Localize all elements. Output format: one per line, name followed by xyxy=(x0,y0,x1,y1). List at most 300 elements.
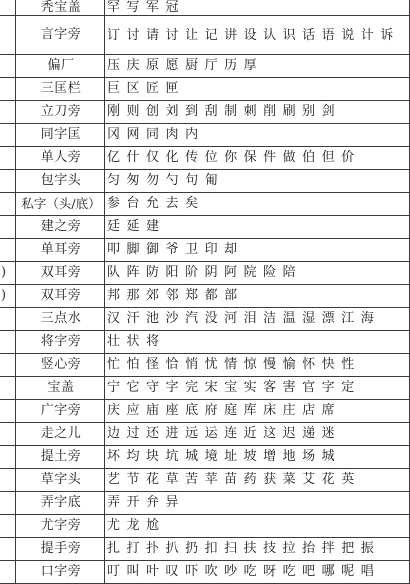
row-edge-cell xyxy=(0,101,16,124)
example-characters-cell xyxy=(105,193,410,216)
radical-name-cell: 立刀旁 xyxy=(16,101,105,124)
example-character: 阶 xyxy=(185,265,199,280)
row-edge-cell xyxy=(0,170,16,193)
example-character: 汉 xyxy=(107,311,121,326)
example-character: 把 xyxy=(341,541,355,556)
example-character: 却 xyxy=(224,242,238,257)
example-character: 军 xyxy=(146,0,160,15)
table-row xyxy=(0,423,410,446)
example-characters-cell xyxy=(105,400,410,423)
table-row xyxy=(0,377,410,400)
example-characters-cell xyxy=(105,377,410,400)
example-character: 防 xyxy=(146,265,160,280)
example-character: 慢 xyxy=(263,357,277,372)
example-character: 讨 xyxy=(126,27,141,43)
example-character: 院 xyxy=(243,265,258,280)
example-characters-cell xyxy=(105,469,410,492)
example-character: 这 xyxy=(263,426,277,441)
example-characters-cell xyxy=(105,124,410,147)
example-character: 勿 xyxy=(146,173,160,188)
table-row xyxy=(0,331,410,354)
example-characters-cell xyxy=(105,492,410,515)
example-character: 呢 xyxy=(341,564,355,579)
table-row xyxy=(0,469,410,492)
radical-name-cell: 三点水 xyxy=(16,308,105,331)
example-character: 险 xyxy=(263,265,277,280)
row-edge-cell xyxy=(0,216,16,239)
example-character: 叩 xyxy=(107,242,121,257)
radical-name-cell: 口字旁 xyxy=(16,561,105,584)
example-character: 店 xyxy=(302,403,316,418)
table-row xyxy=(0,0,410,16)
example-character: 匣 xyxy=(165,81,180,96)
example-characters-cell xyxy=(105,354,410,377)
example-character: 字 xyxy=(165,380,180,395)
example-character: 连 xyxy=(224,426,238,441)
example-character: 应 xyxy=(126,403,141,418)
example-character: 创 xyxy=(146,104,160,119)
example-character: 坑 xyxy=(165,449,180,464)
example-character: 原 xyxy=(146,58,160,73)
row-edge-cell xyxy=(0,492,16,515)
example-character: 压 xyxy=(107,58,121,73)
radical-name-cell: 草字头 xyxy=(16,469,105,492)
example-character: 药 xyxy=(243,472,258,487)
example-character: 吧 xyxy=(302,564,316,579)
example-characters-cell xyxy=(105,55,410,78)
radical-name-cell: 走之儿 xyxy=(16,423,105,446)
example-character: 壮 xyxy=(107,334,121,349)
row-edge-cell xyxy=(0,561,16,584)
example-character: 什 xyxy=(126,150,141,165)
example-character: 花 xyxy=(146,472,160,487)
table-row xyxy=(0,239,410,262)
example-character: 汗 xyxy=(126,311,141,326)
example-character: 害 xyxy=(282,380,297,395)
example-characters-cell xyxy=(105,0,410,16)
table-row xyxy=(0,101,410,124)
example-character: 阿 xyxy=(224,265,238,280)
table-row xyxy=(0,285,410,308)
example-character: 场 xyxy=(302,449,316,464)
example-character: 进 xyxy=(165,426,180,441)
example-character: 叹 xyxy=(165,564,180,579)
example-character: 河 xyxy=(224,311,238,326)
example-character: 将 xyxy=(146,334,160,349)
example-character: 打 xyxy=(126,541,141,556)
example-character: 让 xyxy=(185,27,199,43)
example-character: 认 xyxy=(263,27,277,43)
table-row xyxy=(0,124,410,147)
row-edge-cell xyxy=(0,331,16,354)
row-edge-cell xyxy=(0,377,16,400)
example-character: 菜 xyxy=(282,472,297,487)
example-character: 宝 xyxy=(224,380,238,395)
example-character: 都 xyxy=(204,288,219,303)
radical-name-cell: 同字匡 xyxy=(16,124,105,147)
example-character: 参 xyxy=(107,196,121,211)
example-character: 叫 xyxy=(126,564,141,579)
example-character: 怕 xyxy=(126,357,141,372)
radical-name-cell: 竖心旁 xyxy=(16,354,105,377)
example-character: 忙 xyxy=(107,357,121,372)
example-character: 历 xyxy=(224,58,238,73)
example-character: 则 xyxy=(126,104,141,119)
example-character: 扶 xyxy=(243,541,258,556)
example-character: 肉 xyxy=(165,127,180,142)
example-character: 龙 xyxy=(126,518,141,533)
row-edge-cell xyxy=(0,515,16,538)
example-character: 异 xyxy=(165,495,180,510)
example-character: 厅 xyxy=(204,58,219,73)
example-character: 床 xyxy=(263,403,277,418)
row-edge-cell xyxy=(0,0,16,16)
example-characters-cell xyxy=(105,515,410,538)
example-character: 写 xyxy=(126,0,141,15)
example-character: 迷 xyxy=(321,426,336,441)
example-character: 剑 xyxy=(321,104,336,119)
example-character: 边 xyxy=(107,426,121,441)
example-character: 阴 xyxy=(204,265,219,280)
example-character: 扑 xyxy=(146,541,160,556)
table-row xyxy=(0,55,410,78)
example-character: 邦 xyxy=(107,288,121,303)
row-edge-cell xyxy=(0,16,16,55)
row-edge-cell xyxy=(0,193,16,216)
row-edge-cell xyxy=(0,239,16,262)
example-characters-cell xyxy=(105,331,410,354)
example-character: 传 xyxy=(185,150,199,165)
example-character: 愉 xyxy=(282,357,297,372)
example-character: 去 xyxy=(165,196,180,211)
example-character: 花 xyxy=(321,472,336,487)
example-character: 完 xyxy=(185,380,199,395)
row-edge-cell xyxy=(0,147,16,170)
example-character: 吵 xyxy=(224,564,238,579)
example-character: 艺 xyxy=(107,472,121,487)
table-row xyxy=(0,78,410,101)
row-edge-cell xyxy=(0,469,16,492)
example-character: 叮 xyxy=(107,564,121,579)
table-row xyxy=(0,216,410,239)
radical-name-cell: 提土旁 xyxy=(16,446,105,469)
example-character: 快 xyxy=(321,357,336,372)
radical-name-cell: 偏厂 xyxy=(16,55,105,78)
radical-name-cell: 尤字旁 xyxy=(16,515,105,538)
example-character: 冠 xyxy=(165,0,180,15)
example-character: 保 xyxy=(243,150,258,165)
example-character: 弁 xyxy=(146,495,160,510)
example-character: 到 xyxy=(185,104,199,119)
example-character: 湿 xyxy=(302,311,316,326)
row-edge-cell xyxy=(0,446,16,469)
example-character: 削 xyxy=(263,104,277,119)
example-character: 郊 xyxy=(146,288,160,303)
example-character: 扣 xyxy=(204,541,219,556)
row-edge-cell xyxy=(0,55,16,78)
radical-name-cell: 双耳旁 xyxy=(16,285,105,308)
example-character: 唱 xyxy=(360,564,375,579)
example-character: 呀 xyxy=(263,564,277,579)
example-character: 哪 xyxy=(321,564,336,579)
example-character: 字 xyxy=(321,380,336,395)
example-character: 江 xyxy=(341,311,355,326)
example-character: 廷 xyxy=(107,219,121,234)
table-row xyxy=(0,170,410,193)
radical-name-cell: 秃宝盖 xyxy=(16,0,105,16)
example-character: 草 xyxy=(165,472,180,487)
example-character: 扎 xyxy=(107,541,121,556)
table-row xyxy=(0,147,410,170)
row-edge-cell xyxy=(0,308,16,331)
table-row xyxy=(0,308,410,331)
example-characters-cell xyxy=(105,101,410,124)
radical-name-cell: 宝盖 xyxy=(16,377,105,400)
example-character: 悄 xyxy=(185,357,199,372)
example-character: 尤 xyxy=(107,518,121,533)
example-character: 庆 xyxy=(107,403,121,418)
example-character: 恰 xyxy=(165,357,180,372)
row-edge-cell xyxy=(0,423,16,446)
example-character: 坏 xyxy=(107,449,121,464)
example-character: 延 xyxy=(126,219,141,234)
row-edge-cell: ) xyxy=(0,262,16,285)
table-row xyxy=(0,538,410,561)
example-character: 台 xyxy=(126,196,141,211)
radical-name-cell: 建之旁 xyxy=(16,216,105,239)
example-character: 情 xyxy=(224,357,238,372)
example-character: 刘 xyxy=(165,104,180,119)
example-character: 苗 xyxy=(224,472,238,487)
example-character: 址 xyxy=(224,449,238,464)
example-characters-cell xyxy=(105,538,410,561)
example-character: 匍 xyxy=(204,173,219,188)
example-character: 记 xyxy=(204,27,219,43)
example-character: 宁 xyxy=(107,380,121,395)
example-characters-cell xyxy=(105,423,410,446)
table-row xyxy=(0,16,410,55)
example-character: 罕 xyxy=(107,0,121,15)
example-character: 愿 xyxy=(165,58,180,73)
example-character: 说 xyxy=(341,27,355,43)
radical-name-cell: 包字头 xyxy=(16,170,105,193)
radical-name-cell: 私字（头/底） xyxy=(16,193,105,216)
example-character: 匀 xyxy=(107,173,121,188)
example-character: 叶 xyxy=(146,564,160,579)
example-character: 语 xyxy=(321,27,336,43)
example-character: 忧 xyxy=(204,357,219,372)
row-edge-cell xyxy=(0,538,16,561)
example-character: 厨 xyxy=(185,58,199,73)
example-characters-cell xyxy=(105,147,410,170)
example-character: 阵 xyxy=(126,265,141,280)
table-row xyxy=(0,492,410,515)
example-character: 陪 xyxy=(282,265,297,280)
example-character: 均 xyxy=(126,449,141,464)
example-character: 扔 xyxy=(185,541,199,556)
example-character: 队 xyxy=(107,265,121,280)
example-character: 汽 xyxy=(185,311,199,326)
table-row xyxy=(0,446,410,469)
example-character: 你 xyxy=(224,150,238,165)
example-character: 定 xyxy=(341,380,355,395)
example-character: 底 xyxy=(185,403,199,418)
example-character: 爷 xyxy=(165,242,180,257)
example-character: 庭 xyxy=(224,403,238,418)
example-character: 句 xyxy=(185,173,199,188)
example-character: 洁 xyxy=(263,311,277,326)
example-character: 过 xyxy=(126,426,141,441)
example-character: 宋 xyxy=(204,380,219,395)
example-character: 订 xyxy=(107,27,121,43)
example-character: 件 xyxy=(263,150,277,165)
example-character: 庙 xyxy=(146,403,160,418)
radical-name-cell: 将字旁 xyxy=(16,331,105,354)
radical-name-cell: 提手旁 xyxy=(16,538,105,561)
example-character: 节 xyxy=(126,472,141,487)
example-character: 近 xyxy=(243,426,258,441)
example-character: 远 xyxy=(185,426,199,441)
example-character: 脚 xyxy=(126,242,141,257)
example-character: 做 xyxy=(282,150,297,165)
example-characters-cell xyxy=(105,216,410,239)
example-character: 邻 xyxy=(165,288,180,303)
example-character: 卫 xyxy=(185,242,199,257)
table-row xyxy=(0,354,410,377)
example-character: 技 xyxy=(263,541,277,556)
example-character: 允 xyxy=(146,196,160,211)
example-character: 没 xyxy=(204,311,219,326)
example-character: 还 xyxy=(146,426,160,441)
example-character: 厚 xyxy=(243,58,258,73)
example-character: 部 xyxy=(224,288,238,303)
example-character: 诉 xyxy=(380,27,394,43)
example-character: 勺 xyxy=(165,173,180,188)
example-character: 吃 xyxy=(282,564,297,579)
example-character: 别 xyxy=(302,104,316,119)
example-character: 建 xyxy=(146,219,160,234)
example-characters-cell xyxy=(105,239,410,262)
example-character: 拉 xyxy=(282,541,297,556)
example-character: 海 xyxy=(360,311,375,326)
example-character: 伯 xyxy=(302,150,316,165)
example-character: 刺 xyxy=(243,104,258,119)
example-character: 区 xyxy=(126,81,141,96)
example-characters-cell xyxy=(105,16,410,55)
example-character: 那 xyxy=(126,288,141,303)
example-character: 冈 xyxy=(107,127,121,142)
example-character: 状 xyxy=(126,334,141,349)
example-character: 匠 xyxy=(146,81,160,96)
example-character: 艾 xyxy=(302,472,316,487)
example-character: 价 xyxy=(341,150,355,165)
example-character: 巨 xyxy=(107,81,121,96)
example-character: 位 xyxy=(204,150,219,165)
example-character: 计 xyxy=(360,27,375,43)
example-character: 官 xyxy=(302,380,316,395)
example-character: 获 xyxy=(263,472,277,487)
example-character: 怀 xyxy=(302,357,316,372)
example-character: 泪 xyxy=(243,311,258,326)
radical-name-cell: 三匡栏 xyxy=(16,78,105,101)
example-character: 印 xyxy=(204,242,219,257)
example-character: 池 xyxy=(146,311,160,326)
example-character: 吓 xyxy=(185,564,199,579)
example-character: 同 xyxy=(146,127,160,142)
example-character: 漂 xyxy=(321,311,336,326)
example-character: 守 xyxy=(146,380,160,395)
example-character: 沙 xyxy=(165,311,180,326)
row-edge-cell xyxy=(0,354,16,377)
example-character: 性 xyxy=(341,357,355,372)
example-character: 刚 xyxy=(107,104,121,119)
example-character: 客 xyxy=(263,380,277,395)
example-character: 话 xyxy=(302,27,316,43)
example-character: 递 xyxy=(302,426,316,441)
example-character: 御 xyxy=(146,242,160,257)
example-character: 境 xyxy=(204,449,219,464)
example-characters-cell xyxy=(105,170,410,193)
example-character: 英 xyxy=(341,472,355,487)
table-row xyxy=(0,193,410,216)
example-character: 尬 xyxy=(146,518,160,533)
example-character: 块 xyxy=(146,449,160,464)
example-character: 温 xyxy=(282,311,297,326)
row-edge-cell: ) xyxy=(0,285,16,308)
example-character: 扫 xyxy=(224,541,238,556)
radical-name-cell: 单人旁 xyxy=(16,147,105,170)
example-characters-cell xyxy=(105,285,410,308)
example-character: 实 xyxy=(243,380,258,395)
example-character: 亿 xyxy=(107,150,121,165)
example-character: 苦 xyxy=(185,472,199,487)
example-character: 惊 xyxy=(243,357,258,372)
example-character: 弄 xyxy=(107,495,121,510)
row-edge-cell xyxy=(0,124,16,147)
example-character: 设 xyxy=(243,27,258,43)
example-characters-cell xyxy=(105,561,410,584)
example-character: 识 xyxy=(282,27,297,43)
example-character: 匆 xyxy=(126,173,141,188)
example-character: 迟 xyxy=(282,426,297,441)
example-character: 运 xyxy=(204,426,219,441)
example-character: 化 xyxy=(165,150,180,165)
example-character: 请 xyxy=(146,27,160,43)
example-character: 讨 xyxy=(165,27,180,43)
example-characters-cell xyxy=(105,446,410,469)
row-edge-cell xyxy=(0,400,16,423)
example-character: 抬 xyxy=(302,541,316,556)
table-row xyxy=(0,561,410,584)
example-character: 但 xyxy=(321,150,336,165)
radical-name-cell: 弄字底 xyxy=(16,492,105,515)
row-edge-cell xyxy=(0,78,16,101)
example-character: 府 xyxy=(204,403,219,418)
example-character: 庄 xyxy=(282,403,297,418)
example-character: 吹 xyxy=(204,564,219,579)
example-character: 制 xyxy=(224,104,238,119)
radical-name-cell: 双耳旁 xyxy=(16,262,105,285)
example-character: 讲 xyxy=(224,27,238,43)
example-character: 席 xyxy=(321,403,336,418)
example-character: 吃 xyxy=(243,564,258,579)
example-character: 仅 xyxy=(146,150,160,165)
example-character: 内 xyxy=(185,127,199,142)
example-character: 苹 xyxy=(204,472,219,487)
example-characters-cell xyxy=(105,262,410,285)
table-row xyxy=(0,262,410,285)
example-character: 它 xyxy=(126,380,141,395)
